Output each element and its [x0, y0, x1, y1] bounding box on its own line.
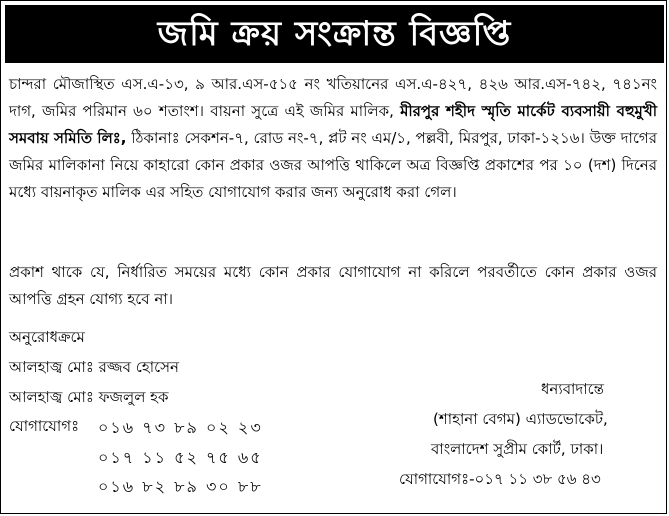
contact-label: যোগাযোগঃ	[9, 417, 80, 435]
contact-number: ০১৬ ৮২ ৮৯ ৩০ ৮৮	[98, 477, 263, 496]
notice-main-paragraph	[9, 71, 657, 206]
contact-number: ০১৬ ৭৩ ৮৯ ০২ ২৩	[98, 418, 263, 437]
requester-name: আলহাজ্ব মোঃ ফজলুল হক	[9, 388, 169, 406]
thanks-label: ধন্যবাদান্তে	[541, 380, 605, 398]
notice-title: জমি ক্রয় সংক্রান্ত বিজ্ঞপ্তি	[5, 5, 664, 63]
advocate-court: বাংলাদেশ সুপ্রীম কোর্ট, ঢাকা।	[431, 440, 604, 458]
advocate-contact: যোগাযোগঃ-০১৭ ১১ ৩৮ ৫৬ ৪৩	[399, 470, 601, 488]
para-text-2: ঠিকানাঃ সেকশন-৭, রোড নং-৭, প্লট নং এম/১, পল্লবী, মিরপুর, ঢাকা-১২১৬। উক্ত দাগের জমির মালিকানা নিয়ে কাহারো কোন প্রকার ওজর আপত্তি থাকিলে অত্র বিজ্ঞপ্তি প্রকাশের পর ১০ (দশ) দিনের মধ্যে বায়নাকৃত মালিক এর সহিত যোগাযোগ করার জন্য অনুরোধ করা গেল।	[9, 129, 657, 201]
para-text-1: চান্দরা মৌজাস্থিত এস.এ-১৩, ৯ আর.এস-৫১৫ নং খতিয়ানের এস.এ-৪২৭, ৪২৬ আর.এস-৭৪২, ৭৪১নং দাগ, জমির পরিমান ৬০ শতাংশ। বায়না সুত্রে এই জমির মালিক,	[9, 75, 657, 120]
contact-number: ০১৭ ১১ ৫২ ৭৫ ৬৫	[98, 448, 263, 467]
buyer-society-name: মীরপুর শহীদ স্মৃতি মার্কেট ব্যবসায়ী বহুমুখী সমবায় সমিতি লিঃ,	[9, 102, 658, 147]
request-label: অনুরোধক্রমে	[9, 328, 85, 346]
advocate-name: (শাহানা বেগম) এ্যাডভোকেট,	[433, 410, 608, 428]
requester-name: আলহাজ্ব মোঃ রজ্জব হোসেন	[9, 358, 179, 376]
notice-second-paragraph: প্রকাশ থাকে যে, নির্ধারিত সময়ের মধ্যে কোন প্রকার যোগাযোগ না করিলে পরবর্তীতে কোন প্রকার ওজর আপত্তি গ্রহন যোগ্য হবে না।	[9, 263, 657, 308]
